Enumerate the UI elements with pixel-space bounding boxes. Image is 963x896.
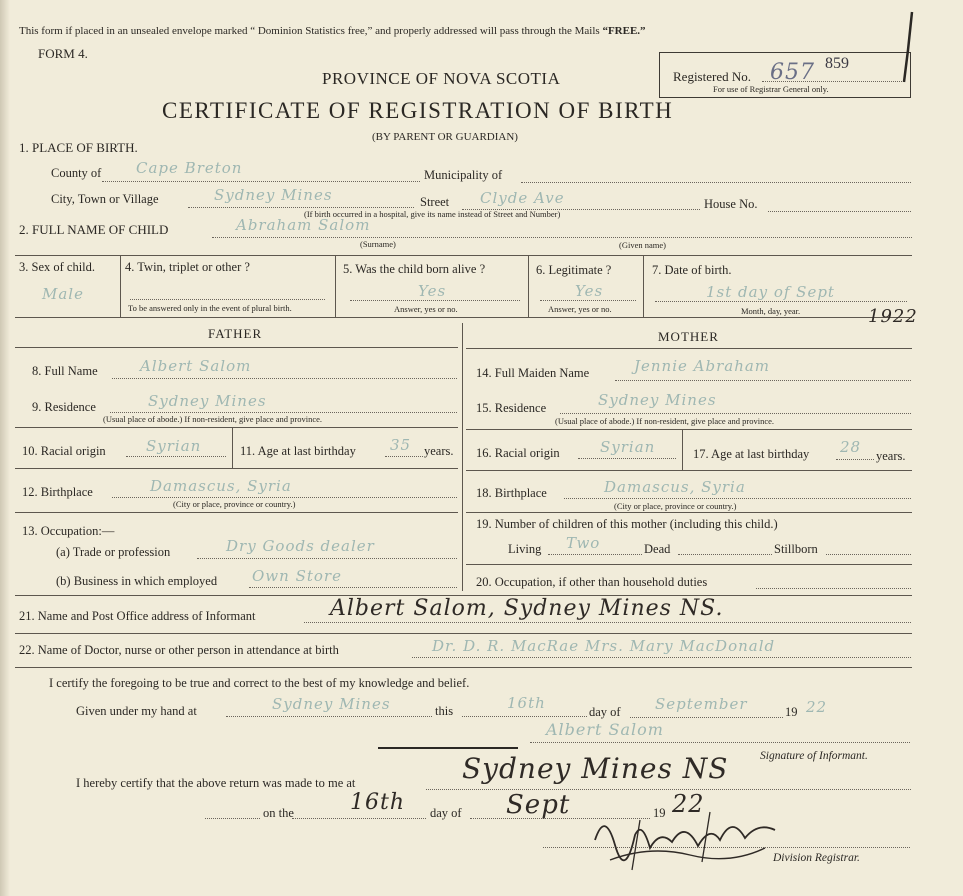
given-name-label: (Given name) [619, 240, 666, 250]
house-line [768, 211, 911, 212]
day-of-value: September [655, 695, 748, 713]
this-label: this [435, 704, 454, 718]
registrar-place-line [426, 789, 911, 790]
father-business-value: Own Store [252, 567, 342, 585]
registered-label: Registered No. [673, 69, 751, 84]
father-trade-value: Dry Goods dealer [226, 537, 375, 555]
father-trade-line [197, 558, 457, 559]
sex-value: Male [42, 285, 84, 303]
day-of-line [630, 717, 783, 718]
row-bottom-rule [15, 317, 912, 318]
hospital-note: (If birth occurred in a hospital, give its name instead of Street and Number) [304, 209, 561, 219]
mother-birthplace-value: Damascus, Syria [604, 478, 746, 496]
father-business-line [249, 587, 457, 588]
dob-note: Month, day, year. [741, 306, 801, 316]
city-value: Sydney Mines [214, 186, 333, 204]
mother-birthplace-note: (City or place, province or country.) [614, 501, 737, 511]
cert-year-value: 22 [806, 698, 828, 716]
on-the-pre-line [205, 818, 260, 819]
county-line [102, 181, 420, 182]
registrar-statement: I hereby certify that the above return was made to me at [76, 776, 356, 790]
col-rule-2 [335, 255, 336, 317]
alive-label: 5. Was the child born alive ? [343, 262, 486, 276]
mother-age-line [836, 459, 874, 460]
street-value: Clyde Ave [480, 189, 565, 207]
mother-name-label: 14. Full Maiden Name [476, 366, 590, 380]
page-title: CERTIFICATE OF REGISTRATION OF BIRTH [162, 98, 674, 123]
on-the-line [292, 818, 426, 819]
given-place-value: Sydney Mines [272, 695, 391, 713]
registrar-year-value: 22 [672, 790, 705, 818]
mail-notice-text: This form if placed in an unsealed envelope marked “ Dominion Statistics free,” and properly addressed will pass through the Mails [19, 25, 600, 37]
informant-label: 21. Name and Post Office address of Informant [19, 609, 256, 623]
twin-label: 4. Twin, triplet or other ? [125, 260, 250, 274]
twin-note: To be answered only in the event of plural birth. [128, 303, 292, 313]
col-rule-1 [120, 255, 121, 317]
legitimate-line [540, 300, 636, 301]
father-residence-note: (Usual place of abode.) If non-resident, give place and province. [103, 414, 323, 424]
mother-rule-2 [466, 470, 912, 471]
alive-value: Yes [418, 282, 447, 300]
informant-value: Albert Salom, Sydney Mines NS. [330, 596, 724, 621]
county-label: County of [51, 166, 102, 180]
mail-notice [19, 25, 646, 37]
place-of-birth-heading: 1. PLACE OF BIRTH. [19, 140, 138, 155]
child-name-heading: 2. FULL NAME OF CHILD [19, 222, 169, 237]
doctor-bottom-rule [15, 667, 912, 668]
mother-residence-line [560, 413, 911, 414]
city-line [188, 207, 414, 208]
registrar-year-prefix: 19 [653, 806, 666, 820]
mother-residence-label: 15. Residence [476, 401, 547, 415]
father-age-line [385, 456, 423, 457]
on-the-label: on the [263, 806, 294, 820]
mother-racial-line [578, 458, 676, 459]
this-value: 16th [507, 694, 546, 712]
father-heading: FATHER [208, 326, 263, 341]
living-line [548, 554, 642, 555]
registrar-signature-label: Division Registrar. [773, 852, 860, 864]
house-label: House No. [704, 197, 758, 211]
father-heading-rule [15, 347, 458, 348]
doctor-value: Dr. D. R. MacRae Mrs. Mary MacDonald [432, 637, 776, 655]
paper-edge [0, 0, 10, 896]
registered-number: 657 [770, 60, 815, 85]
father-name-line [112, 378, 457, 379]
father-age-unit: years. [424, 444, 454, 458]
living-value: Two [566, 534, 601, 552]
province-title: PROVINCE OF NOVA SCOTIA [322, 69, 561, 88]
registered-stamp: 859 [825, 55, 849, 72]
father-birthplace-note: (City or place, province or country.) [173, 499, 296, 509]
informant-signature-label: Signature of Informant. [760, 750, 868, 762]
parents-divider [462, 323, 463, 591]
alive-note: Answer, yes or no. [394, 304, 458, 314]
twin-line [130, 299, 325, 300]
father-racial-line [126, 456, 226, 457]
day-of-label: day of [589, 705, 621, 719]
mother-occupation-label: 20. Occupation, if other than household duties [476, 575, 708, 589]
certify-statement: I certify the foregoing to be true and correct to the best of my knowledge and belief. [49, 676, 470, 690]
this-line [462, 716, 587, 717]
stillborn-label: Stillborn [774, 542, 818, 556]
doctor-line [412, 657, 911, 658]
row-top-rule [15, 255, 912, 256]
child-name-value: Abraham Salom [236, 216, 371, 234]
informant-bottom-rule [15, 633, 912, 634]
street-label: Street [420, 195, 450, 209]
legitimate-note: Answer, yes or no. [548, 304, 612, 314]
mother-birthplace-line [564, 498, 911, 499]
father-birthplace-line [112, 497, 457, 498]
mother-age-divider [682, 430, 683, 470]
dob-year: 1922 [868, 306, 918, 327]
informant-signature: Albert Salom [546, 720, 664, 739]
mother-birthplace-label: 18. Birthplace [476, 486, 547, 500]
informant-signature-line [530, 742, 910, 743]
father-birthplace-label: 12. Birthplace [22, 485, 93, 499]
dob-label: 7. Date of birth. [652, 263, 732, 277]
mother-heading: MOTHER [658, 329, 719, 344]
on-the-value: 16th [350, 790, 406, 815]
registrar-note: For use of Registrar General only. [713, 84, 829, 94]
living-label: Living [508, 542, 542, 556]
father-trade-label: (a) Trade or profession [56, 545, 171, 559]
mother-racial-value: Syrian [600, 438, 656, 456]
registrar-signature [580, 800, 790, 880]
sex-label: 3. Sex of child. [19, 260, 96, 274]
father-business-label: (b) Business in which employed [56, 574, 218, 588]
father-age-value: 35 [390, 436, 412, 454]
page-subtitle: (BY PARENT OR GUARDIAN) [372, 131, 518, 143]
registrar-place-value: Sydney Mines NS [462, 752, 729, 785]
father-rule-2 [15, 468, 458, 469]
father-birthplace-value: Damascus, Syria [150, 477, 292, 495]
legitimate-label: 6. Legitimate ? [536, 263, 612, 277]
children-count-label: 19. Number of children of this mother (including this child.) [476, 517, 778, 531]
mother-rule-4 [466, 564, 912, 565]
municipality-line [521, 182, 911, 183]
mother-name-line [615, 380, 911, 381]
col-rule-3 [528, 255, 529, 317]
mother-age-unit: years. [876, 449, 906, 463]
dead-line [678, 554, 772, 555]
father-occupation-label: 13. Occupation:— [22, 524, 115, 538]
stillborn-line [826, 554, 911, 555]
father-age-label: 11. Age at last birthday [240, 444, 356, 458]
cert-year-prefix: 19 [785, 705, 798, 719]
father-name-value: Albert Salom [140, 357, 252, 375]
registrar-separator [378, 747, 518, 749]
mother-age-value: 28 [840, 438, 862, 456]
surname-label: (Surname) [360, 239, 396, 249]
col-rule-4 [643, 255, 644, 317]
mother-residence-value: Sydney Mines [598, 391, 717, 409]
mother-racial-label: 16. Racial origin [476, 446, 560, 460]
dob-line [655, 301, 907, 302]
mother-rule-1 [466, 429, 912, 430]
dob-value: 1st day of Sept [706, 283, 835, 301]
mail-notice-free: “FREE.” [602, 25, 646, 37]
mother-age-label: 17. Age at last birthday [693, 447, 810, 461]
pen-mark [898, 10, 918, 90]
mother-heading-rule [466, 348, 912, 349]
father-residence-label: 9. Residence [32, 400, 96, 414]
legitimate-value: Yes [575, 282, 604, 300]
father-residence-value: Sydney Mines [148, 392, 267, 410]
mother-occupation-line [756, 588, 911, 589]
father-age-divider [232, 428, 233, 468]
mother-name-value: Jennie Abraham [634, 357, 771, 375]
given-under-label: Given under my hand at [76, 704, 197, 718]
child-name-line [212, 237, 912, 238]
registered-line [762, 81, 902, 82]
dead-label: Dead [644, 542, 671, 556]
father-residence-line [110, 412, 457, 413]
given-place-line [226, 716, 432, 717]
father-rule-3 [15, 512, 458, 513]
registrar-day-of-value: Sept [506, 790, 571, 820]
informant-line [304, 622, 911, 623]
father-rule-1 [15, 427, 458, 428]
municipality-label: Municipality of [424, 168, 503, 182]
mother-residence-note: (Usual place of abode.) If non-resident, give place and province. [555, 416, 775, 426]
father-name-label: 8. Full Name [32, 364, 98, 378]
mother-rule-3 [466, 512, 912, 513]
county-value: Cape Breton [136, 159, 243, 177]
city-label: City, Town or Village [51, 192, 159, 206]
alive-line [350, 300, 520, 301]
form-number: FORM 4. [38, 46, 88, 61]
father-racial-value: Syrian [146, 437, 202, 455]
doctor-label: 22. Name of Doctor, nurse or other person in attendance at birth [19, 643, 339, 657]
father-racial-label: 10. Racial origin [22, 444, 106, 458]
registrar-day-of-label: day of [430, 806, 462, 820]
